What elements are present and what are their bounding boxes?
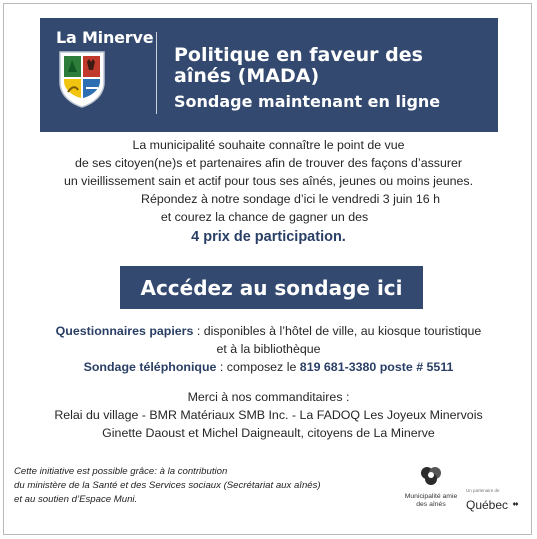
paper-line-2: et à la bibliothèque: [216, 342, 321, 356]
mada-logo: [401, 464, 461, 509]
phone-number[interactable]: 819 681-3380 poste # 5511: [299, 360, 454, 374]
quebec-logo: [466, 488, 524, 514]
mada-logo-icon: [418, 464, 444, 488]
coat-of-arms-icon: [58, 50, 106, 108]
paper-text: : disponibles à l’hôtel de ville, au kiosque touristique: [193, 324, 482, 338]
paper-label: Questionnaires papiers: [55, 324, 194, 338]
intro-line-4: Répondez à notre sondage d’ici le vendredi 3 juin 16 h: [141, 192, 440, 206]
paper-questionnaire-line: [0, 324, 537, 338]
prize-text: 4 prix de participation.: [191, 229, 346, 245]
quebec-partner-text: Un partenaire de: [466, 488, 500, 493]
intro-line-1: La municipalité souhaite connaître le point de vue: [132, 138, 405, 152]
phone-label: Sondage téléphonique: [83, 360, 217, 374]
funding-line-3: et au soutien d’Espace Muni.: [14, 494, 138, 505]
brand-name: La Minerve: [56, 28, 154, 47]
sponsors-line-2: Ginette Daoust et Michel Daigneault, citoyens de La Minerve: [102, 426, 435, 440]
quebec-wordmark: Québec: [466, 498, 509, 512]
banner-subtitle: Sondage maintenant en ligne: [174, 92, 441, 111]
funding-line-1: Cette initiative est possible grâce: à la contribution: [14, 466, 228, 477]
phone-survey-line: [0, 360, 537, 374]
banner-divider: [156, 32, 157, 114]
intro-line-2: de ses citoyen(ne)s et partenaires afin de trouver des façons d’assurer: [74, 156, 463, 170]
header-banner: [40, 18, 498, 132]
sponsors-line-1: Relai du village - BMR Matériaux SMB Inc. - La FADOQ Les Joyeux Minervois: [54, 408, 483, 422]
fleur-de-lis-icon: ♦♦: [512, 501, 518, 509]
banner-title-line1: Politique en faveur des: [174, 44, 423, 66]
funding-line-2: du ministère de la Santé et des Services sociaux (Secrétariat aux aînés): [14, 480, 321, 491]
banner-title-line2: aînés (MADA): [174, 65, 320, 87]
phone-text: : composez le: [216, 360, 300, 374]
intro-line-3: un vieillissement sain et actif pour tous ses aînés, jeunes ou moins jeunes.: [63, 174, 474, 188]
mada-logo-caption: Municipalité amie des aînés: [404, 493, 458, 508]
survey-access-button[interactable]: Accédez au sondage ici: [120, 266, 423, 309]
thanks-line-1: Merci à nos commanditaires :: [187, 390, 350, 404]
intro-line-5: et courez la chance de gagner un des: [160, 210, 369, 224]
funding-note: [14, 465, 374, 507]
